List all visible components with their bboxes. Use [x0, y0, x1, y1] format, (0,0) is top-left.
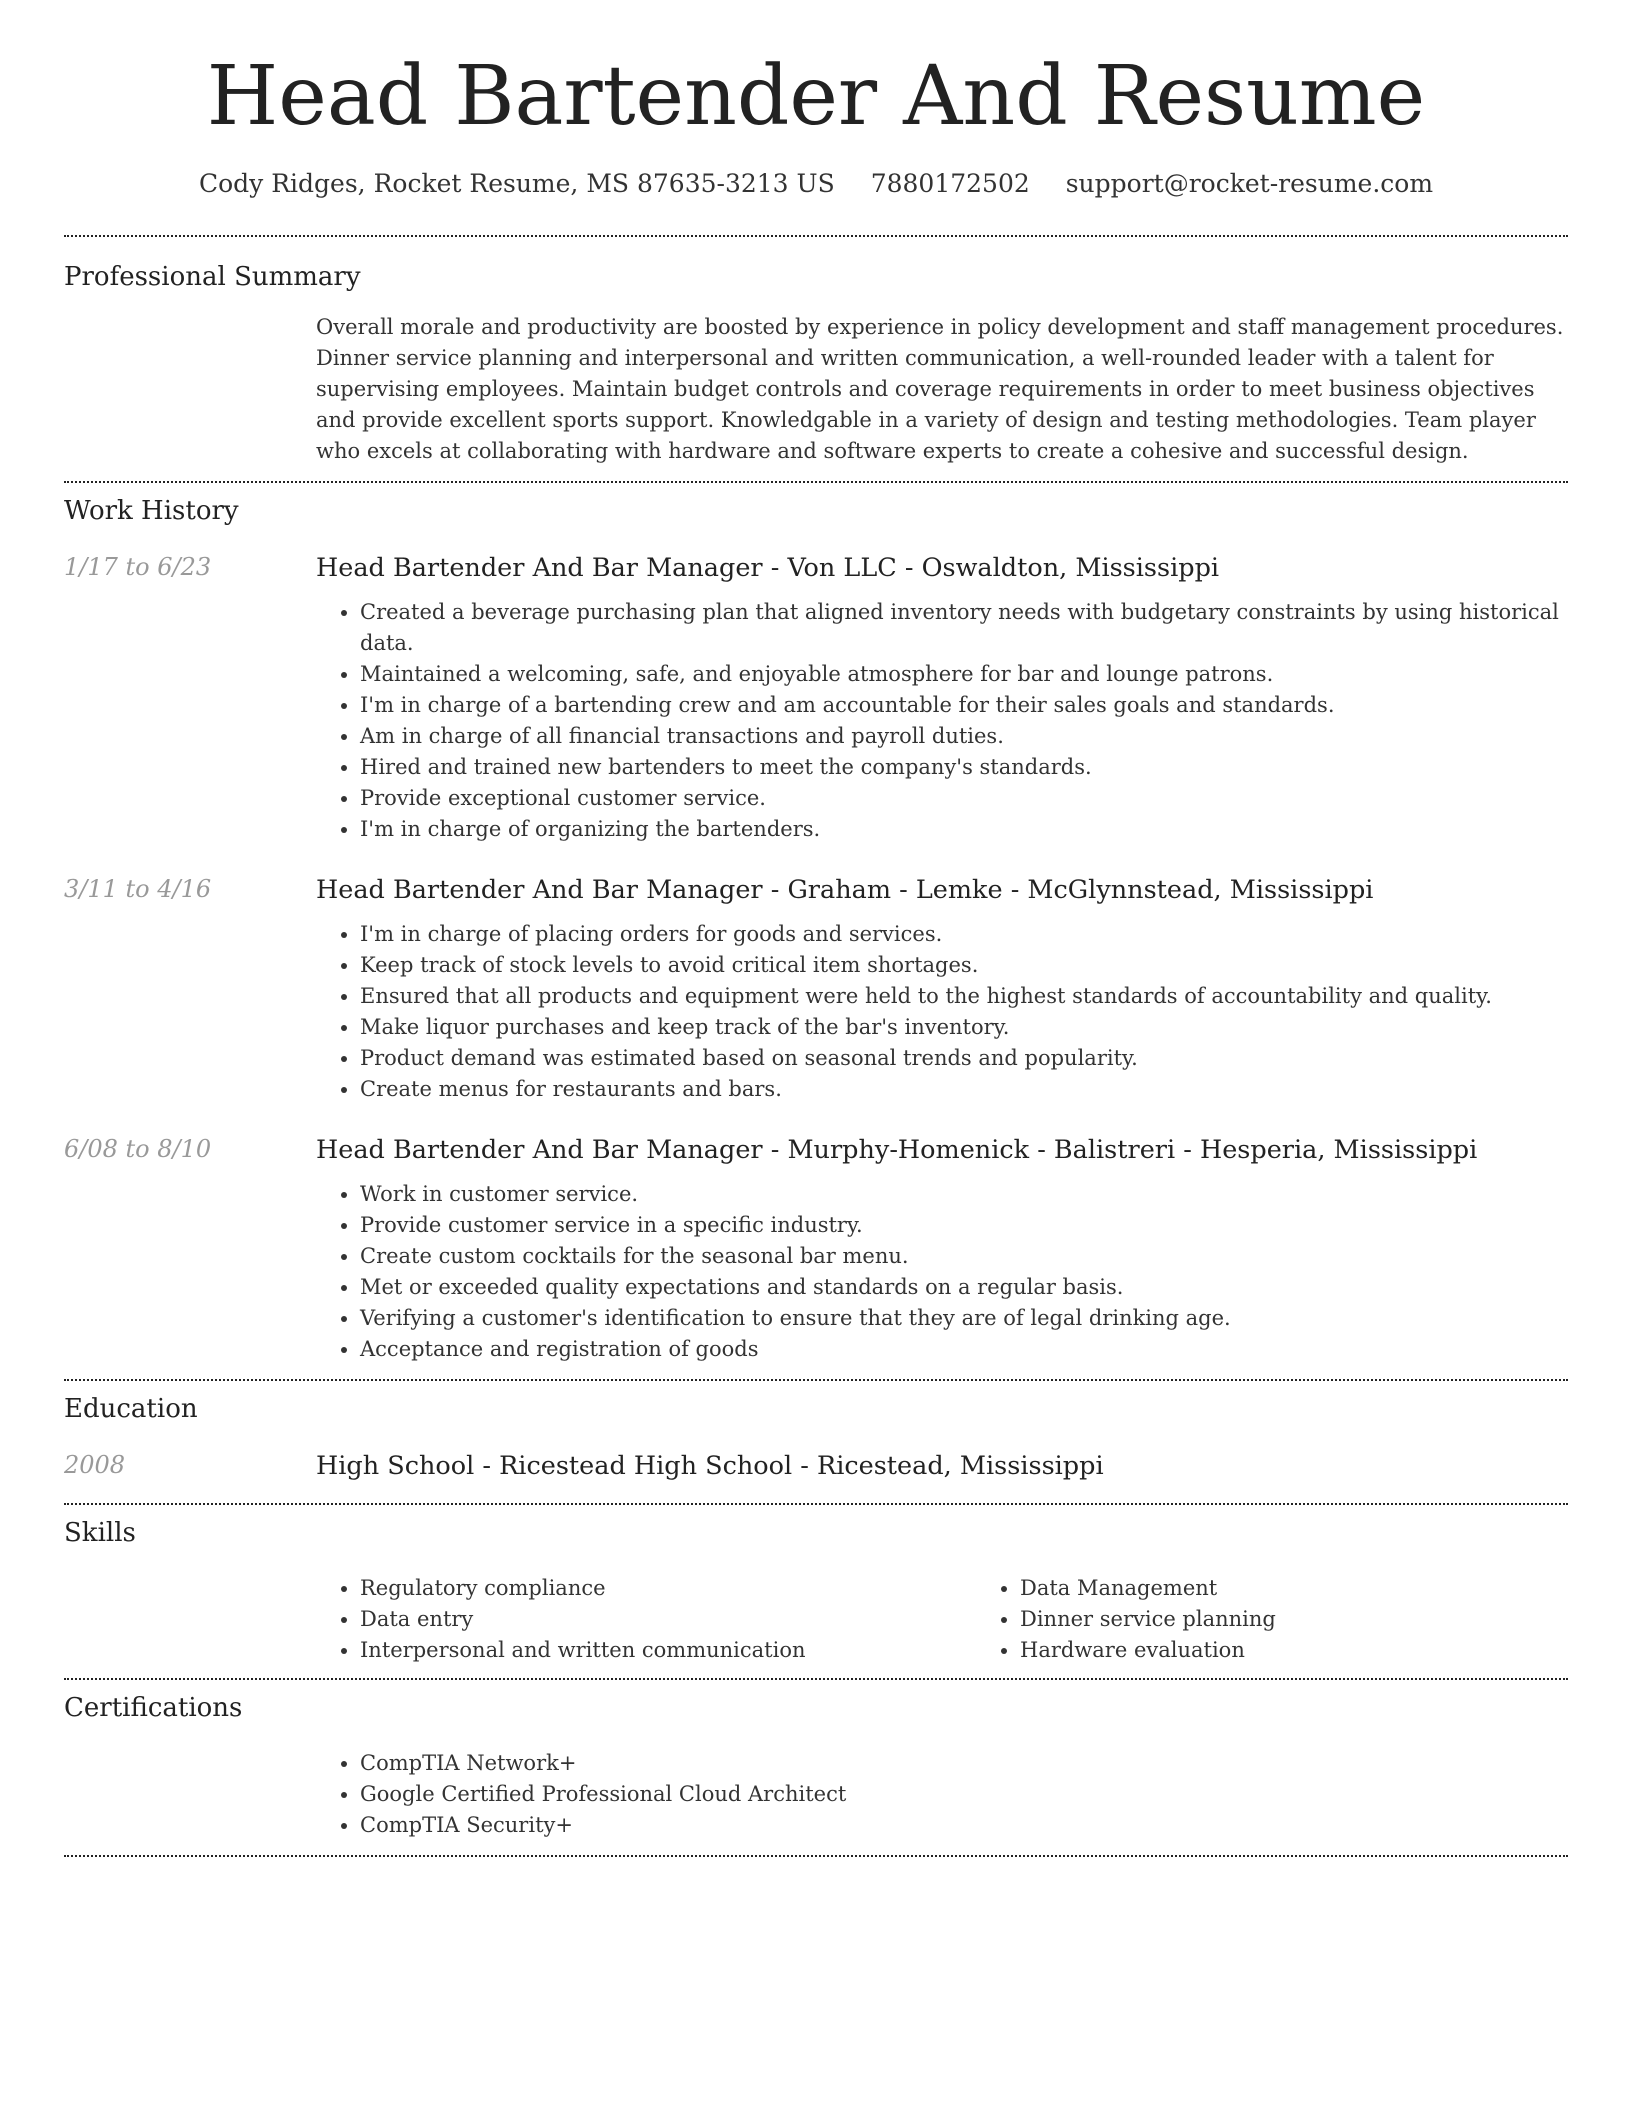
- list-item: • Product demand was estimated based on seasonal trends and popularity.: [360, 1043, 1568, 1074]
- skills-section: [64, 1505, 1568, 1666]
- list-item: • Maintained a welcoming, safe, and enjoyable atmosphere for bar and lounge patrons.: [360, 659, 1568, 690]
- work-history-title: Work History: [64, 496, 239, 527]
- list-item: • Create custom cocktails for the seasonal bar menu.: [360, 1241, 1568, 1272]
- job-title: Head Bartender And Bar Manager - Von LLC - Oswaldton, Mississippi: [316, 553, 1220, 584]
- list-item: • I'm in charge of placing orders for goods and services.: [360, 919, 1568, 950]
- list-item: • I'm in charge of a bartending crew and am accountable for their sales goals and standards.: [360, 690, 1568, 721]
- job-entry: [64, 1133, 1568, 1379]
- section-divider: [64, 1855, 1568, 1857]
- summary-text: Overall morale and productivity are boosted by experience in policy development and staff management procedures. Dinner service planning and interpersonal and written communication, a well-rounded leader with a talent for supervising employees. Maintain budget controls and coverage requirements in order to meet business objectives and provide excellent sports support. Knowledgable in a variety of design and testing methodologies. Team player who excels at collaborating with hardware and software experts to create a cohesive and successful design.: [316, 315, 1564, 464]
- work-history-section: [64, 483, 1568, 1378]
- education-title: Education: [64, 1393, 198, 1424]
- list-item: • Hardware evaluation: [1020, 1635, 1632, 1666]
- job-dates: 6/08 to 8/10: [64, 1134, 212, 1163]
- job-bullets: [316, 597, 1568, 845]
- list-item: • Regulatory compliance: [360, 1573, 976, 1604]
- list-item: • Met or exceeded quality expectations and standards on a regular basis.: [360, 1272, 1568, 1303]
- skills-list-left: [316, 1573, 976, 1666]
- list-item: • Created a beverage purchasing plan that aligned inventory needs with budgetary constraints by using historical data.: [360, 597, 1568, 659]
- job-entry: [64, 551, 1568, 845]
- contact-address: Cody Ridges, Rocket Resume, MS 87635-3213 US: [198, 169, 835, 199]
- list-item: • CompTIA Security+: [360, 1810, 1568, 1841]
- list-item: • Make liquor purchases and keep track of the bar's inventory.: [360, 1012, 1568, 1043]
- education-entry: [64, 1449, 1568, 1485]
- list-item: • I'm in charge of organizing the bartenders.: [360, 814, 1568, 845]
- list-item: • Data entry: [360, 1604, 976, 1635]
- skills-grid: [316, 1573, 1568, 1666]
- list-item: • Create menus for restaurants and bars.: [360, 1074, 1568, 1105]
- list-item: • CompTIA Network+: [360, 1748, 1568, 1779]
- job-bullets: [316, 919, 1568, 1105]
- list-item: • Acceptance and registration of goods: [360, 1334, 1568, 1365]
- list-item: • Provide exceptional customer service.: [360, 783, 1568, 814]
- contact-phone: 7880172502: [870, 169, 1030, 199]
- resume-header: [64, 0, 1568, 201]
- summary-title: Professional Summary: [64, 261, 361, 292]
- list-item: • Dinner service planning: [1020, 1604, 1632, 1635]
- job-title: Head Bartender And Bar Manager - Graham - Lemke - McGlynnstead, Mississippi: [316, 875, 1374, 906]
- education-year: 2008: [64, 1450, 126, 1479]
- contact-line: [64, 168, 1568, 201]
- skills-title: Skills: [64, 1517, 136, 1548]
- job-entry: [64, 873, 1568, 1105]
- list-item: • Interpersonal and written communication: [360, 1635, 976, 1666]
- certifications-title: Certifications: [64, 1693, 243, 1723]
- education-section: [64, 1381, 1568, 1485]
- list-item: • Work in customer service.: [360, 1179, 1568, 1210]
- list-item: • Am in charge of all financial transactions and payroll duties.: [360, 721, 1568, 752]
- job-dates: 1/17 to 6/23: [64, 553, 212, 582]
- list-item: • Hired and trained new bartenders to meet the company's standards.: [360, 752, 1568, 783]
- job-dates: 3/11 to 4/16: [64, 875, 212, 904]
- skills-list-right: [976, 1573, 1632, 1666]
- list-item: • Ensured that all products and equipment were held to the highest standards of accountability and quality.: [360, 981, 1568, 1012]
- list-item: • Data Management: [1020, 1573, 1632, 1604]
- certifications-list: [316, 1748, 1568, 1841]
- summary-section: [64, 237, 1568, 481]
- job-bullets: [316, 1179, 1568, 1365]
- list-item: • Keep track of stock levels to avoid critical item shortages.: [360, 950, 1568, 981]
- education-degree: High School - Ricestead High School - Ricestead, Mississippi: [316, 1450, 1104, 1481]
- job-title: Head Bartender And Bar Manager - Murphy-Homenick - Balistreri - Hesperia, Mississippi: [316, 1134, 1478, 1165]
- list-item: • Provide customer service in a specific industry.: [360, 1210, 1568, 1241]
- certifications-section: [64, 1680, 1568, 1841]
- list-item: • Google Certified Professional Cloud Architect: [360, 1779, 1568, 1810]
- contact-email: support@rocket-resume.com: [1065, 169, 1434, 199]
- list-item: • Verifying a customer's identification to ensure that they are of legal drinking age.: [360, 1303, 1568, 1334]
- resume-name: Head Bartender And Resume: [206, 49, 1426, 144]
